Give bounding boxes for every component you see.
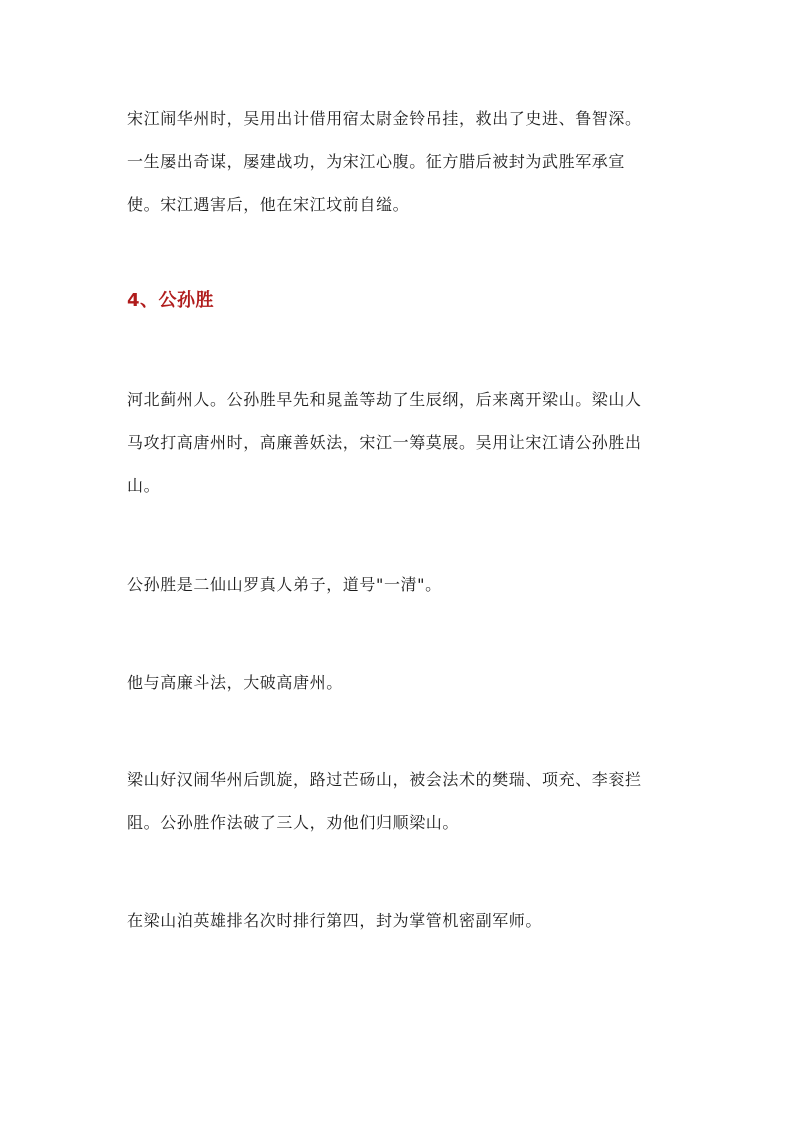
paragraph-battle-gao-lian: 他与高廉斗法，大破高唐州。	[127, 673, 343, 692]
paragraph-mangdang-mountain: 梁山好汉闹华州后凯旋，路过芒砀山，被会法术的樊瑞、项充、李衮拦阻。公孙胜作法破了三人，劝他们归顺梁山。	[127, 770, 642, 832]
paragraph-wu-yong-summary: 宋江闹华州时，吴用出计借用宿太尉金铃吊挂，救出了史进、鲁智深。一生屡出奇谋，屡建战功，为宋江心腹。征方腊后被封为武胜军承宣使。宋江遇害后，他在宋江坟前自缢。	[127, 109, 642, 214]
section-heading-gongsun-sheng: 4、公孙胜	[127, 290, 215, 311]
paragraph-origin: 河北蓟州人。公孙胜早先和晁盖等劫了生辰纲，后来离开梁山。梁山人马攻打高唐州时，高廉善妖法，宋江一筹莫展。吴用让宋江请公孙胜出山。	[127, 390, 642, 495]
paragraph-ranking: 在梁山泊英雄排名次时排行第四，封为掌管机密副军师。	[127, 911, 543, 930]
paragraph-taoist-name: 公孙胜是二仙山罗真人弟子，道号"一清"。	[127, 575, 442, 594]
